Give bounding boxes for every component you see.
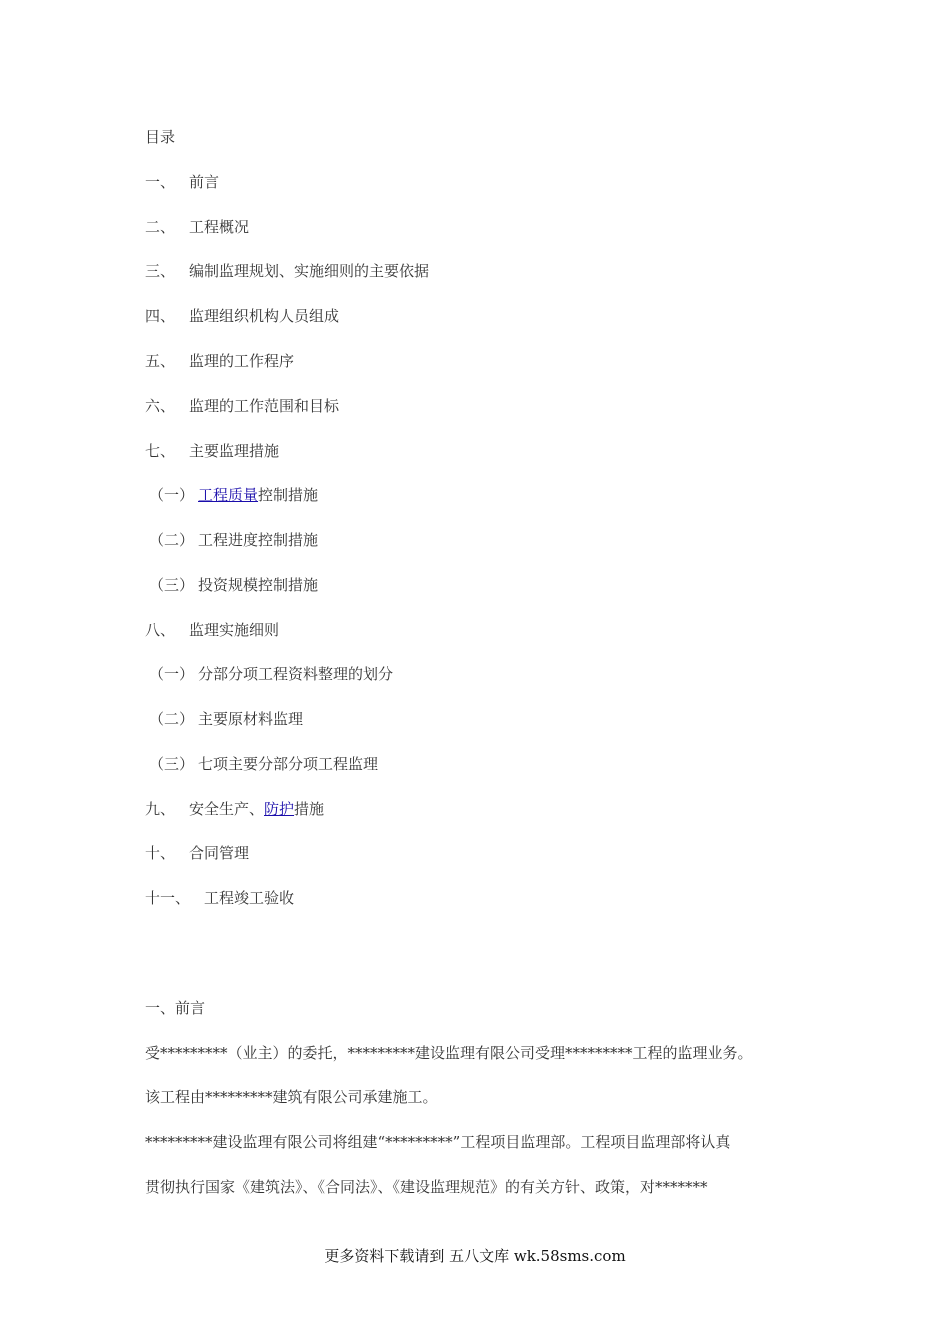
toc-subitem-8-2 [149,709,303,729]
toc-item-6 [145,396,339,416]
toc-item-9 [145,799,324,819]
toc-item-text: 监理组织机构人员组成 [189,307,340,325]
toc-item-11 [145,888,294,908]
toc-item-text: 监理实施细则 [189,621,280,639]
toc-title: 目录 [145,128,176,146]
toc-item-text: 监理的工作范围和目标 [189,397,340,415]
toc-subitem-8-1 [149,664,393,684]
toc-item-4 [145,306,339,326]
toc-item-number: （一） [149,486,195,504]
toc-subitem-7-1 [149,485,318,505]
toc-item-1 [145,172,219,192]
toc-item-text: 监理的工作程序 [189,352,295,370]
paragraph-line-4: 贯彻执行国家《建筑法》、《合同法》、《建设监理规范》的有关方针、政策，对******* [145,1178,708,1196]
toc-item-3 [145,261,429,281]
toc-item-text: 合同管理 [189,844,250,862]
toc-subitem-8-3 [149,754,378,774]
toc-item-text: 安全生产、 [189,800,265,818]
paragraph-line-2: 该工程由*********建筑有限公司承建施工。 [145,1088,438,1106]
toc-item-number: 五、 [145,352,176,370]
toc-subitem-7-2 [149,530,318,550]
toc-item-number: 四、 [145,307,176,325]
toc-item-2 [145,217,249,237]
toc-item-text: 投资规模控制措施 [198,576,319,594]
toc-item-number: （三） [149,576,195,594]
toc-item-text: 分部分项工程资料整理的划分 [198,665,394,683]
toc-item-text: 主要原材料监理 [198,710,304,728]
toc-item-7 [145,441,279,461]
toc-subitem-7-3 [149,575,318,595]
toc-item-text: 工程概况 [189,218,250,236]
paragraph-line-1: 受*********（业主）的委托，*********建设监理有限公司受理*********工程的监理业务。 [145,1044,753,1062]
toc-item-number: （二） [149,531,195,549]
toc-item-text: 工程进度控制措施 [198,531,319,549]
toc-item-number: 一、 [145,173,176,191]
toc-item-number: 十、 [145,844,176,862]
toc-item-number: 九、 [145,800,176,818]
toc-item-number: 八、 [145,621,176,639]
toc-item-number: 六、 [145,397,176,415]
paragraph-line-3: *********建设监理有限公司将组建“*********”工程项目监理部。工程项目监理部将认真 [145,1133,731,1151]
toc-item-number: 七、 [145,442,176,460]
toc-item-text: 工程竣工验收 [204,889,295,907]
toc-item-text: 措施 [294,800,325,818]
toc-item-number: （一） [149,665,195,683]
engineering-quality-link[interactable]: 工程质量 [198,486,259,504]
toc-item-number: （二） [149,710,195,728]
toc-item-text: 编制监理规划、实施细则的主要依据 [189,262,430,280]
toc-item-number: （三） [149,755,195,773]
toc-item-number: 三、 [145,262,176,280]
protection-link[interactable]: 防护 [264,800,295,818]
toc-item-10 [145,843,249,863]
toc-item-text: 七项主要分部分项工程监理 [198,755,379,773]
toc-item-text: 控制措施 [258,486,319,504]
toc-item-5 [145,351,294,371]
section-heading: 一、前言 [145,999,206,1017]
toc-item-text: 前言 [189,173,220,191]
toc-item-number: 十一、 [145,889,191,907]
toc-item-8 [145,620,279,640]
footer-download-note: 更多资料下载请到 五八文库 wk.58sms.com [324,1247,626,1265]
toc-item-text: 主要监理措施 [189,442,280,460]
toc-item-number: 二、 [145,218,176,236]
